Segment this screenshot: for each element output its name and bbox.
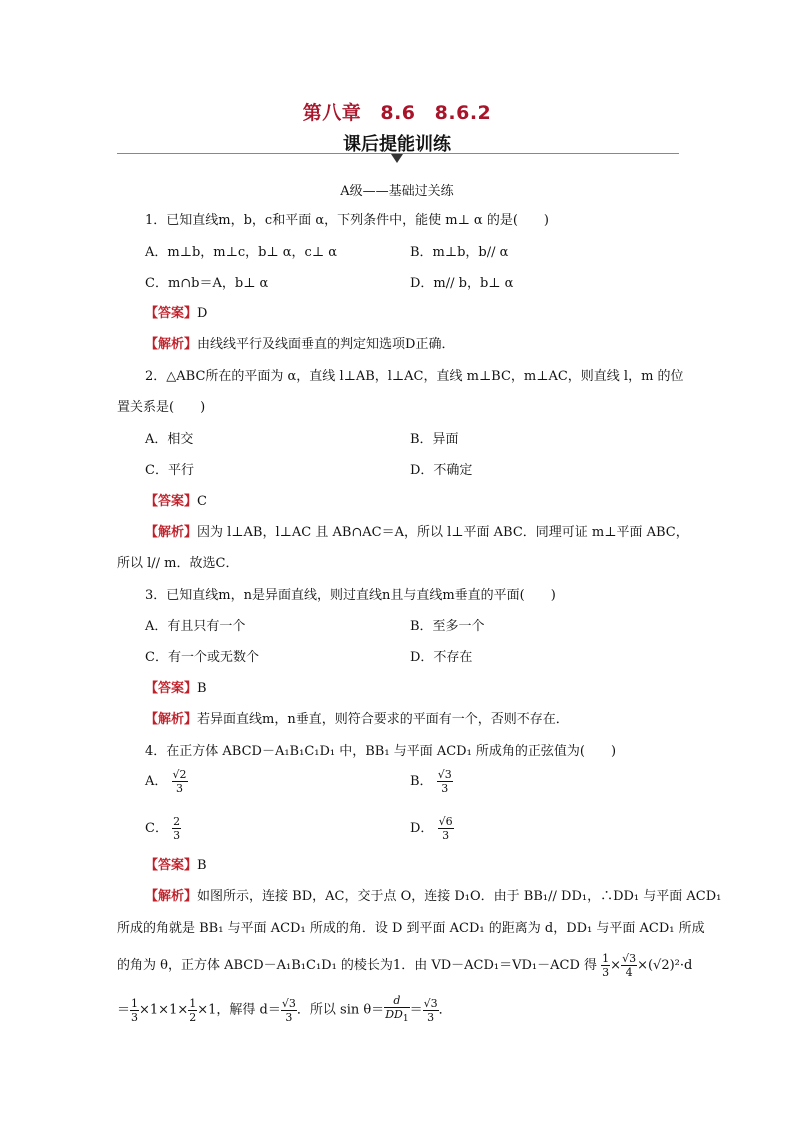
- q3-option-b: B．至多一个: [410, 619, 485, 634]
- explain-text: 如图所示，连接 BD，AC，交于点 O，连接 D₁O．由于 BB₁// DD₁，∴DD₁ 与平面 ACD₁: [197, 889, 722, 904]
- fraction-sqrt3-over-3: $\frac{√3}{3}$: [423, 996, 438, 1024]
- q2-stem-line2: 置关系是( ): [117, 400, 206, 415]
- q4-option-c: [145, 815, 181, 842]
- q1-stem: 1．已知直线m，b，c和平面 α，下列条件中，能使 m⊥ α 的是( ): [145, 213, 549, 228]
- q4-option-a: [145, 768, 188, 795]
- explain-text: ×(√2)²·d: [637, 958, 693, 973]
- fraction-one-third: $\frac{1}{3}$: [131, 996, 139, 1024]
- q1-explanation: [145, 336, 454, 354]
- level-heading: A级——基础过关练: [340, 184, 454, 199]
- option-label: D．: [410, 821, 434, 836]
- explain-text: ．: [438, 1002, 452, 1018]
- answer-value: B: [197, 681, 207, 696]
- q2-option-c: C．平行: [145, 463, 194, 478]
- q2-explanation-line1: [145, 524, 689, 542]
- fraction-sqrt3-over-3: $\frac{√3}{3}$: [281, 996, 296, 1024]
- q3-stem: 3．已知直线m，n是异面直线，则过直线n且与直线m垂直的平面( ): [145, 588, 556, 603]
- explain-label: 【解析】: [145, 525, 198, 540]
- answer-label: 【答案】: [145, 681, 198, 696]
- fraction-sqrt3-over-4: $\frac{√3}{4}$: [622, 952, 637, 979]
- explain-text: 的角为 θ，正方体 ABCD－A₁B₁C₁D₁ 的棱长为1．由 VD－ACD₁＝VD₁－ACD 得: [117, 958, 598, 973]
- answer-label: 【答案】: [145, 306, 198, 321]
- fraction: $\frac{√6}{3}$: [438, 815, 453, 842]
- triangle-marker-icon: [391, 154, 403, 163]
- q2-option-d: D．不确定: [410, 463, 473, 478]
- radicand: 3: [444, 768, 452, 781]
- explain-label: 【解析】: [145, 889, 198, 904]
- option-label: A．: [145, 774, 168, 789]
- q4-option-b: [410, 768, 453, 795]
- answer-label: 【答案】: [145, 494, 198, 509]
- q2-answer: [145, 493, 207, 511]
- denominator: 3: [441, 782, 449, 795]
- subsection-number: 8.6.2: [434, 102, 492, 124]
- answer-value: B: [197, 858, 207, 873]
- q4-explanation-line3: 的角为 θ，正方体 ABCD－A₁B₁C₁D₁ 的棱长为1．由 VD－ACD₁＝VD₁－ACD 得 $\frac{1}{3}$ × $\frac{√3}{4}$ ×(√2)²·d: [117, 952, 693, 979]
- explain-text: ×1，解得 d＝: [197, 1002, 281, 1018]
- section-number: 8.6: [380, 102, 416, 124]
- q3-answer: [145, 680, 207, 698]
- fraction-one-half: $\frac{1}{2}$: [189, 996, 197, 1024]
- q3-option-a: A．有且只有一个: [145, 619, 246, 634]
- q4-answer: [145, 857, 207, 875]
- q4-explanation-line2: 所成的角就是 BB₁ 与平面 ACD₁ 所成的角．设 D 到平面 ACD₁ 的距离为 d，DD₁ 与平面 ACD₁ 所成: [117, 921, 705, 936]
- answer-value: C: [197, 494, 207, 509]
- q3-option-d: D．不存在: [410, 650, 473, 665]
- numerator: 2: [173, 815, 181, 828]
- q3-explanation: [145, 711, 569, 729]
- explain-text: 因为 l⊥AB，l⊥AC 且 AB∩AC＝A，所以 l⊥平面 ABC．同理可证 m⊥平面 ABC，: [197, 525, 689, 540]
- explain-label: 【解析】: [145, 337, 198, 352]
- q2-explanation-line2: 所以 l// m．故选C．: [117, 556, 239, 571]
- q3-option-c: C．有一个或无数个: [145, 650, 259, 665]
- page-subtitle: 课后提能训练: [343, 134, 451, 155]
- explain-text: 若异面直线m，n垂直，则符合要求的平面有一个，否则不存在．: [197, 712, 569, 727]
- fraction-one-third: $\frac{1}{3}$: [602, 952, 610, 979]
- q1-option-d: D．m// b，b⊥ α: [410, 276, 514, 291]
- q2-option-a: A．相交: [145, 432, 194, 447]
- explain-text: 由线线平行及线面垂直的判定知选项D正确．: [197, 337, 455, 352]
- q2-stem-line1: 2．△ABC所在的平面为 α，直线 l⊥AB，l⊥AC，直线 m⊥BC，m⊥AC，则直线 l，m 的位: [145, 369, 684, 384]
- chapter-label: 第八章: [302, 102, 362, 124]
- explain-text: ．所以 sin θ＝: [296, 1002, 385, 1018]
- q4-stem: 4．在正方体 ABCD－A₁B₁C₁D₁ 中，BB₁ 与平面 ACD₁ 所成角的正弦值为( ): [145, 744, 617, 759]
- explain-label: 【解析】: [145, 712, 198, 727]
- denominator: 3: [176, 782, 184, 795]
- radicand: 6: [445, 815, 453, 828]
- answer-label: 【答案】: [145, 858, 198, 873]
- q1-option-b: B．m⊥b，b// α: [410, 245, 509, 260]
- fraction: [172, 815, 181, 842]
- answer-value: D: [197, 306, 208, 321]
- q1-answer: [145, 305, 207, 323]
- q1-option-c: C．m∩b＝A，b⊥ α: [145, 276, 269, 291]
- chapter-heading: [0, 98, 794, 125]
- q4-option-d: [410, 815, 454, 842]
- fraction-d-over-dd1: $\frac{d}{DD_1}$: [385, 994, 409, 1025]
- radicand: 2: [179, 768, 187, 781]
- q2-option-b: B．异面: [410, 432, 459, 447]
- explain-text: ×1×1×: [139, 1002, 189, 1018]
- option-label: C．: [145, 821, 168, 836]
- q1-option-a: A．m⊥b，m⊥c，b⊥ α，c⊥ α: [145, 245, 337, 260]
- explain-text: ＝: [409, 1002, 423, 1018]
- fraction: $\frac{√2}{3}$: [172, 768, 187, 795]
- fraction: $\frac{√3}{3}$: [437, 768, 452, 795]
- q4-explanation-line4: [117, 994, 452, 1026]
- q4-explanation-line1: [145, 888, 721, 906]
- denominator: 3: [173, 829, 181, 842]
- option-label: B．: [410, 774, 433, 789]
- denominator: 3: [442, 829, 450, 842]
- explain-text: ＝: [117, 1002, 131, 1018]
